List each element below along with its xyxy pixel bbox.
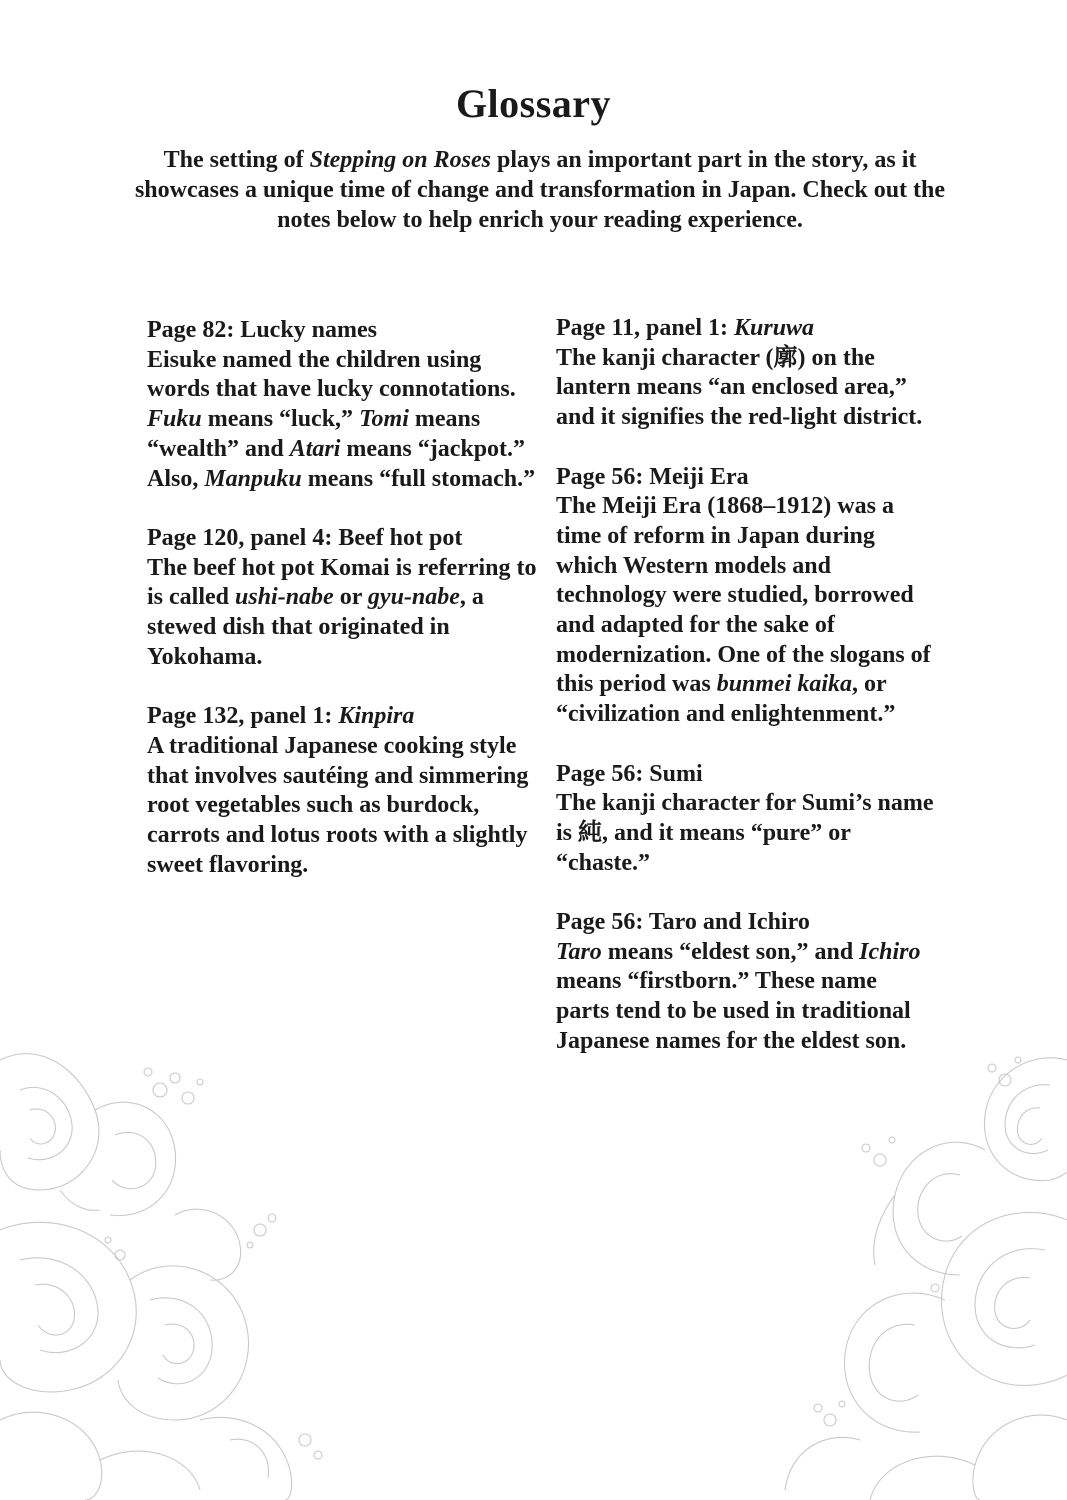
glossary-entry-body bbox=[556, 938, 936, 1057]
glossary-entry bbox=[556, 760, 936, 879]
glossary-text: means “firstborn.” These name parts tend to be used in traditional Japanese names for the eldest son. bbox=[556, 968, 911, 1054]
intro-book-title: Stepping on Roses bbox=[309, 147, 491, 173]
glossary-right-column bbox=[556, 314, 936, 1086]
glossary-term: ushi-nabe bbox=[235, 584, 334, 611]
glossary-text: The kanji character (廓) on the lantern means “an enclosed area,” and it signifies the red-light district. bbox=[556, 344, 923, 431]
glossary-text: The beef hot pot Komai is referring to is called bbox=[147, 554, 537, 611]
glossary-entry-heading-term: Kuruwa bbox=[734, 315, 815, 341]
glossary-entry bbox=[556, 908, 936, 1057]
glossary-left-column bbox=[147, 316, 537, 910]
glossary-term: Ichiro bbox=[859, 938, 921, 965]
glossary-text: The Meiji Era (1868–1912) was a time of reform in Japan during which Western models and technology were studied, borrowed and adapted for the sake of modernization. One of the slogans of this period was bbox=[556, 493, 931, 698]
intro-text-start: The setting of bbox=[163, 147, 310, 173]
glossary-entry-body bbox=[556, 344, 936, 433]
glossary-entry-heading bbox=[147, 702, 537, 732]
glossary-term: Taro bbox=[556, 938, 602, 965]
glossary-entry-heading-text: Page 56: Taro and Ichiro bbox=[556, 909, 810, 936]
intro-paragraph bbox=[110, 145, 970, 235]
glossary-entry-heading bbox=[556, 314, 936, 344]
glossary-text: means “luck,” bbox=[201, 406, 360, 433]
glossary-text: means “jackpot.” Also, bbox=[147, 435, 526, 492]
glossary-entry-body bbox=[147, 346, 537, 495]
glossary-term: Tomi bbox=[359, 406, 409, 433]
glossary-entry-heading-text: Page 82: Lucky names bbox=[147, 317, 377, 343]
intro-text-end: plays an important part in the story, as it showcases a unique time of change and transformation in Japan. Check out the notes below to help enrich your reading experience. bbox=[134, 147, 946, 233]
glossary-entry-heading-text: Page 56: Meiji Era bbox=[556, 463, 749, 490]
glossary-entry-heading-text: Page 11, panel 1: bbox=[556, 315, 734, 341]
glossary-term: gyu-nabe bbox=[367, 584, 460, 611]
glossary-text: , or “civilization and enlightenment.” bbox=[556, 671, 896, 728]
glossary-text: or bbox=[333, 584, 368, 611]
glossary-entry-heading bbox=[556, 760, 936, 790]
glossary-entry-heading-term: Kinpira bbox=[338, 703, 415, 730]
glossary-entry bbox=[556, 463, 936, 730]
glossary-entry bbox=[147, 524, 537, 673]
glossary-term: Atari bbox=[289, 435, 341, 462]
glossary-entry bbox=[556, 314, 936, 433]
glossary-entry-heading-text: Page 120, panel 4: Beef hot pot bbox=[147, 524, 463, 551]
glossary-text: means “full stomach.” bbox=[301, 465, 536, 492]
glossary-entry-heading bbox=[147, 316, 537, 346]
glossary-entry-heading bbox=[147, 524, 537, 554]
glossary-text: means “eldest son,” and bbox=[601, 938, 860, 965]
rose-cluster-right bbox=[785, 1057, 1067, 1500]
glossary-text: The kanji character for Sumi’s name is 純, and it means “pure” or “chaste.” bbox=[556, 790, 934, 876]
glossary-entry-heading bbox=[556, 463, 936, 493]
glossary-entry bbox=[147, 702, 537, 880]
glossary-term: Manpuku bbox=[204, 465, 302, 492]
glossary-entry-body bbox=[147, 554, 537, 673]
glossary-entry-body bbox=[556, 789, 936, 878]
glossary-text: Eisuke named the children using words that have lucky connotations. bbox=[147, 346, 516, 403]
glossary-entry-body bbox=[556, 492, 936, 730]
glossary-text: A traditional Japanese cooking style that involves sautéing and simmering root vegetables such as burdock, carrots and lotus roots with a slightly sweet flavoring. bbox=[147, 732, 529, 878]
glossary-text: means “wealth” and bbox=[147, 406, 481, 462]
glossary-text: , a stewed dish that originated in Yokohama. bbox=[147, 584, 484, 670]
rose-cluster-left bbox=[0, 1054, 322, 1500]
glossary-entry-heading-text: Page 132, panel 1: bbox=[147, 703, 339, 730]
glossary-entry-heading bbox=[556, 908, 936, 938]
glossary-term: bunmei kaika bbox=[716, 671, 853, 698]
page-title: Glossary bbox=[455, 81, 612, 126]
glossary-entry-body bbox=[147, 732, 537, 881]
glossary-entry-heading-text: Page 56: Sumi bbox=[556, 760, 703, 787]
glossary-term: Fuku bbox=[147, 406, 202, 433]
glossary-entry bbox=[147, 316, 537, 494]
